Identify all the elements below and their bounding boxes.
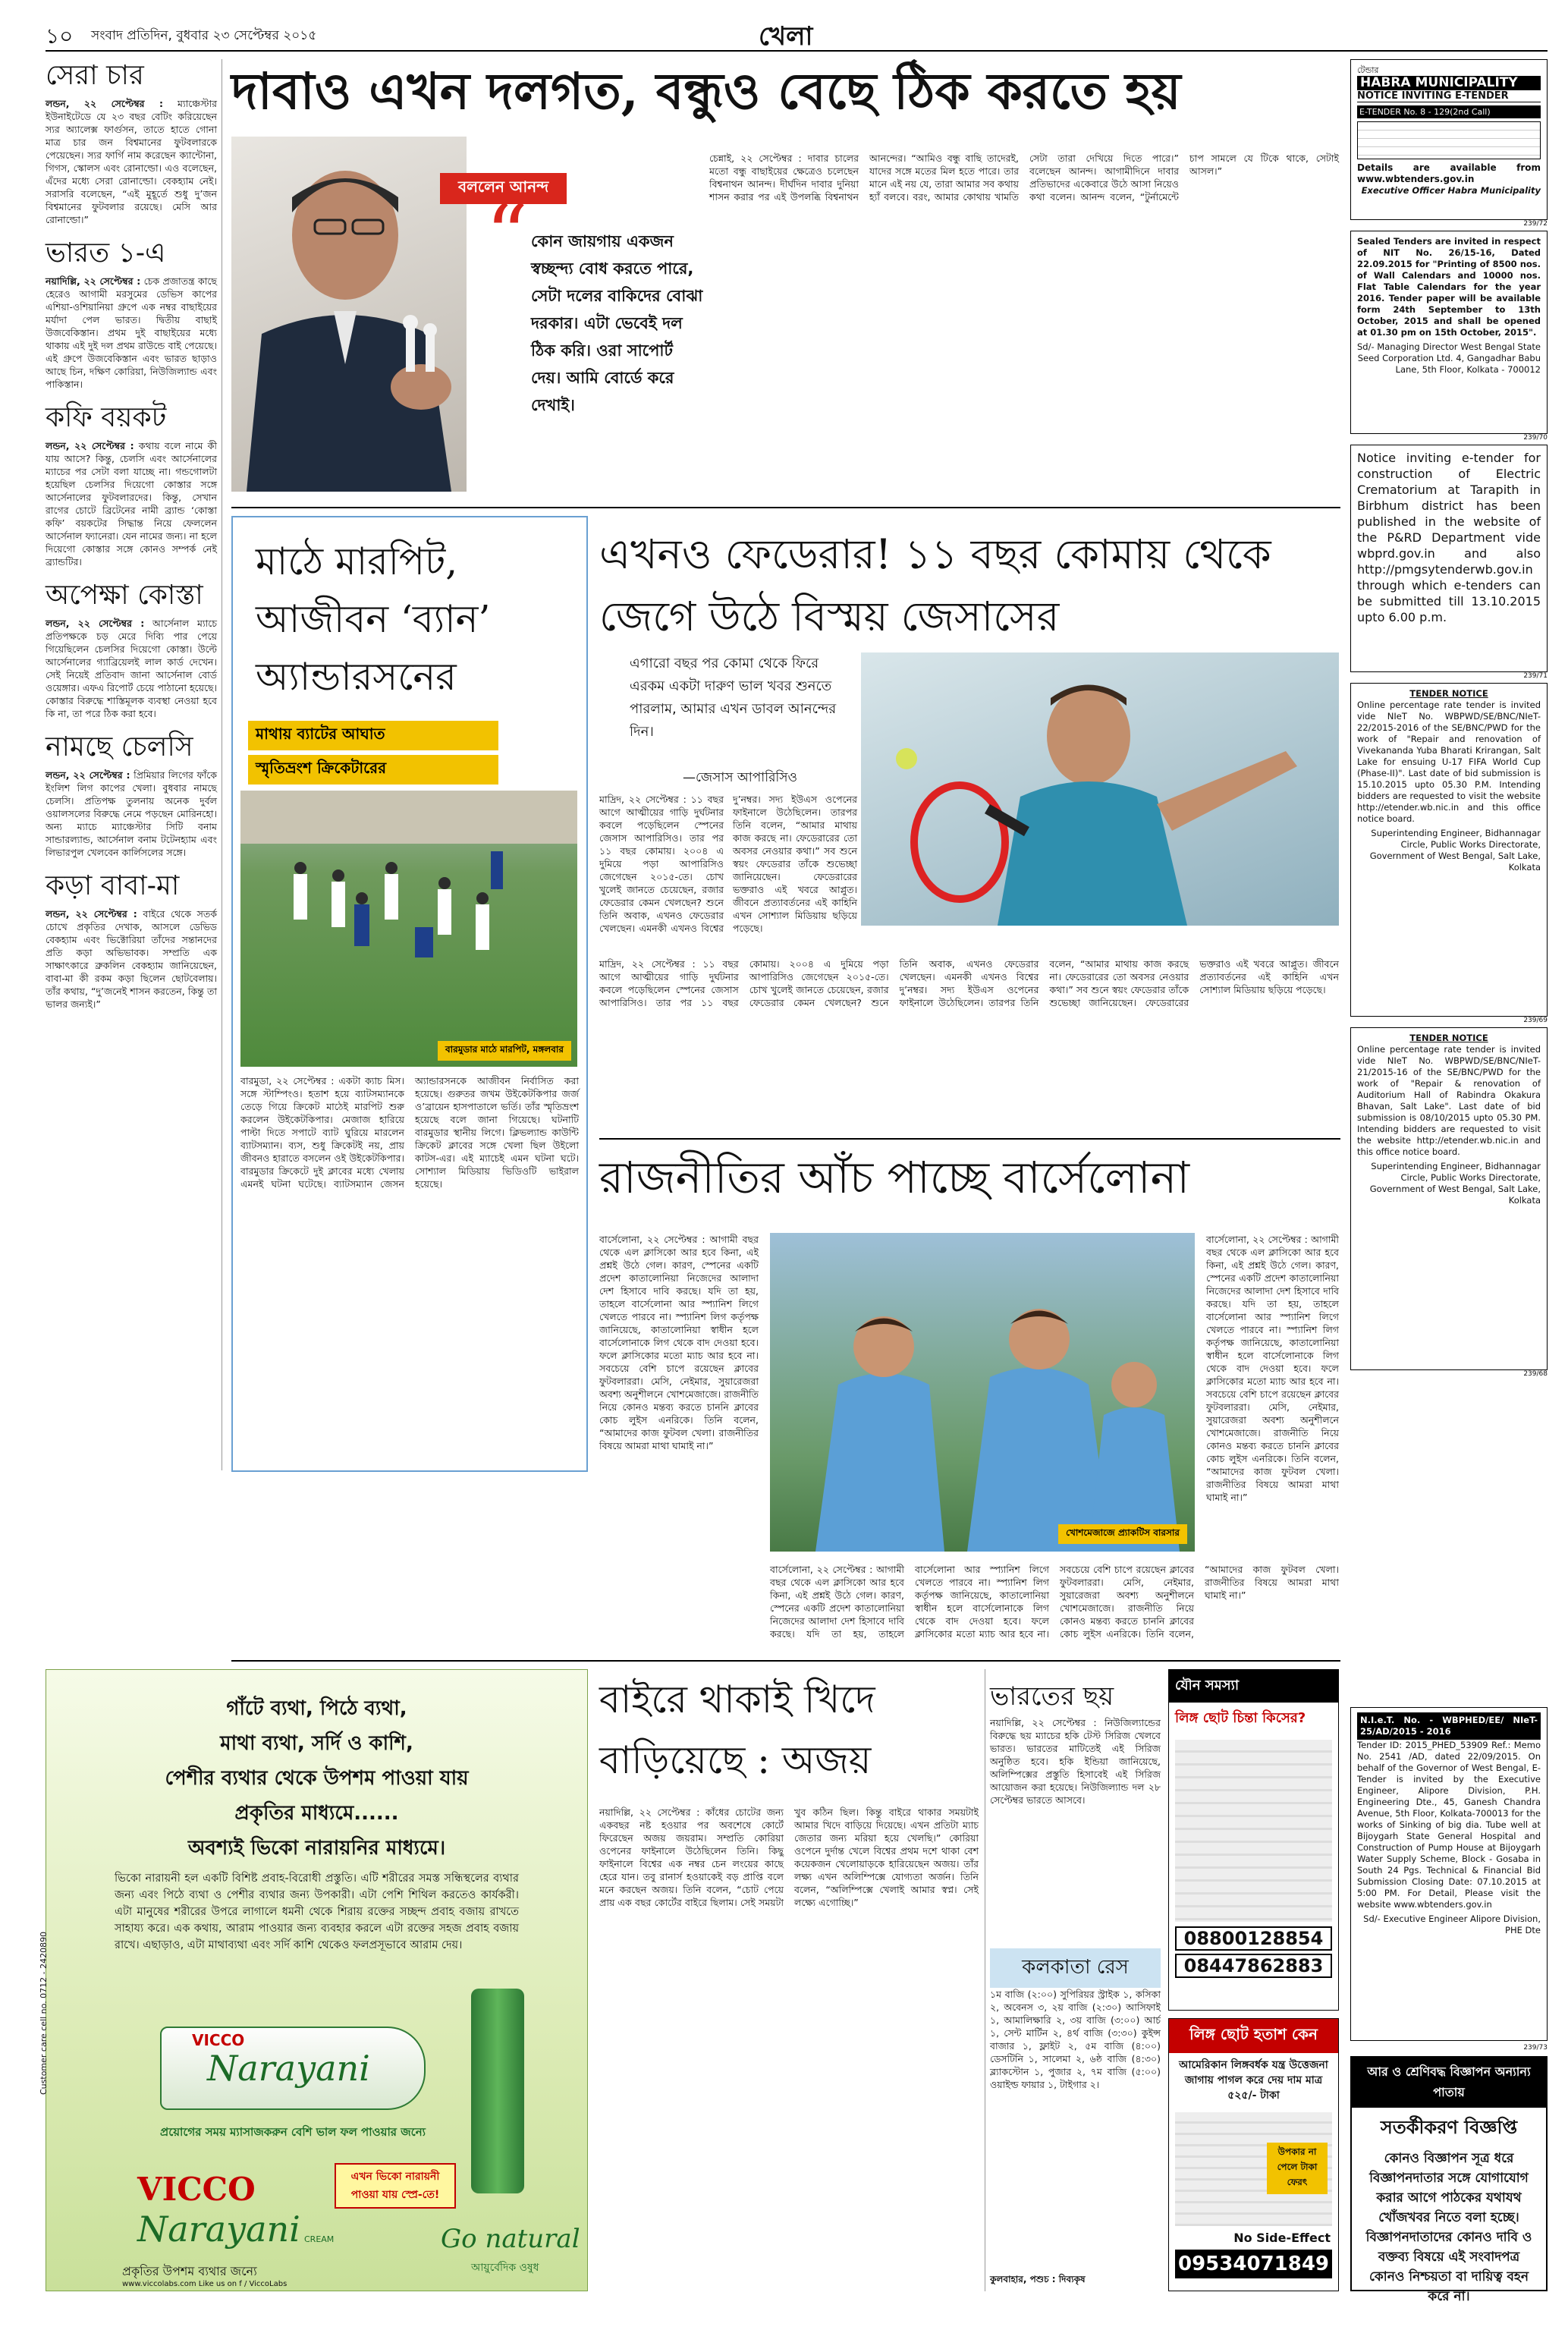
classified-ad-2 xyxy=(1168,2018,1339,2291)
tender-habra-table xyxy=(1357,121,1541,159)
classified-notice xyxy=(1350,2056,1548,2304)
brief-item xyxy=(46,237,217,391)
anand-photo xyxy=(231,137,467,492)
page-number: ১০ xyxy=(46,24,74,49)
classified-ad-1 xyxy=(1168,1669,1339,2011)
brief-body: লন্ডন, ২২ সেপ্টেম্বর : প্রিমিয়ার লিগের ফাঁকে ইংলিশ লিগ কাপের খেলা। বুধবার নামছে চেলসি। প্রতিপক্ষ তুলনায় অনেক দুর্বল ওয়ালসলের বিরুদ্ধে নেমে পড়ছেন মোরিনহো। অন্য ম্যাচে ম্যাঞ্চেস্টার সিটি বনাম সান্ডারল্যান্ড, আর্সেনাল বনাম টটেনহ্যাম এবং লিভারপুল খেলবেন কার্লিসলের সঙ্গে। xyxy=(46,769,217,858)
quote-mark-icon: “ xyxy=(485,187,529,284)
federer-headline: এখনও ফেডেরার! ১১ বছর কোমায় থেকে জেগে উঠে বিস্ময় জেসাসের xyxy=(599,530,1271,640)
paper-date: সংবাদ প্রতিদিন, বুধবার ২৩ সেপ্টেম্বর ২০১৫ xyxy=(91,28,317,43)
classified-1-sub: লিঙ্গ ছোট চিন্তা কিসের? xyxy=(1175,1710,1306,1726)
classified-2-art xyxy=(1175,2112,1332,2226)
vicco-advertisement xyxy=(39,1669,588,2291)
brief-body: নয়াদিল্লি, ২২ সেপ্টেম্বর : চেক প্রজাতন্ত্র কাছে হেরেও আগামী মরসুমের ডেভিস কাপের এশিয়া-ওশিয়ানিয়া গ্রুপে এক নম্বর বাছাইয়ের মর্যাদা পেল ভারত। দ্বিতীয় বাছাই উজবেকিস্তান। প্রথম দুই বাছাইয়ের মধ্যে থাকায় এই দুই দল প্রথম রাউন্ডে বাই পেয়েছে। এই গ্রুপে উজবেকিস্তান এবং ভারত ছাড়াও আছে চিন, দক্ষিণ কোরিয়া, নিউজিল্যান্ড এবং পাকিস্তান। xyxy=(46,275,217,390)
lead-pullquote: কোন জায়গায় একজন স্বচ্ছন্দ্য বোধ করতে পারে, সেটা দলের বাকিদের বোঝা দরকার। এটা ভেবেই দল ঠিক করি। ওরা সাপোর্ট দেয়। আমি বোর্ডে করে দেখাই। xyxy=(531,232,703,414)
lead-body: চেন্নাই, ২২ সেপ্টেম্বর : দাবার চালের মতো বন্ধু বাছাইয়ের ক্ষেত্রেও চলেছেন বিশ্বনাথন আনন্দ। দীর্ঘদিন দাবার দুনিয়া শাসন করার পর এই উপলব্ধি বিশ্বনাথন আনন্দের। “আমিও বন্ধু বাছি তাদেরই, যাদের সঙ্গে মতের মিল হতে পারে। তার মানে এই নয় যে, তারা আমার সব কথায় হ্যাঁ বলবে। বরং, আমার কোথায় খামতি সেটা তারা দেখিয়ে দিতে পারে।” বলেছেন আনন্দ। আগামীদিনে দাবার প্রতিভাদের একেবারে উঠে আসা নিয়েও কথা বলেন। আনন্দ বলেন, “টুর্নামেন্টে চাপ সামলে যে টিকে থাকে, সেটাই আসল।” xyxy=(709,153,1339,203)
india-six-headline: ভারতের ছয় xyxy=(990,1681,1114,1712)
federer-body-cont: মাদ্রিদ, ২২ সেপ্টেম্বর : ১১ বছর আগে আত্মীয়ের গাড়ি দুর্ঘটনার কবলে পড়েছিলেন স্পেনের জেসাস আপারিসিও। তার পর ১১ বছর কোমায়। ২০০৪ এ দুমিয়ে পড়া আপারিসিও জেগেছেন ২০১৫-তে। চোখ খুলেই জানতে চেয়েছেন, রজার ফেডেরার কেমন খেলছেন? শুনে তিনি অবাক, এখনও ফেডেরার খেলছেন। এমনকী এখনও বিশ্বের দু’নম্বর। সদ্য ইউএস ওপেনের ফাইনালে উঠেছিলেন। তারপর তিনি বলেন, “আমার মাথায় কাজ করছে না। ফেডেরারের তো অবসর নেওয়ার কথা।” সব শুনে স্বয়ং ফেডেরার তাঁকে শুভেচ্ছা জানিয়েছেন। ফেডেরারের ভক্তরাও এই খবরে আপ্লুত। জীবনে প্রত্যাবর্তনের এই কাহিনি এখন সোশ্যাল মিডিয়ায় ছড়িয়ে পড়েছে। xyxy=(599,958,1339,1008)
vicco-spray-can xyxy=(471,1989,524,2193)
brief-item xyxy=(46,731,217,859)
federer-photo xyxy=(861,652,1339,926)
brief-title: কফি বয়কট xyxy=(46,402,167,433)
brief-body: লন্ডন, ২২ সেপ্টেম্বর : আর্সেনাল ম্যাচে প্রতিপক্ষকে চড় মেরে দিব্যি পার পেয়ে গিয়েছিলেন চেলসির দিয়েগো কোস্তা। উল্টে আর্সেনালের গ্যাব্রিয়েলই লাল কার্ড দেখেন। সেই নিয়েই প্রতিবাদ জানা আর্সেনাল বোর্ড ওয়েঙ্গার। এফএ রিপোর্ট চেয়ে পাঠানো হয়েছে। কোস্তার বিরুদ্ধে শাস্তিমূলক ব্যবস্থা নেওয়া হবে কি না, তা পরে ঠিক করা হবে। xyxy=(46,618,218,719)
cricket-photo xyxy=(240,791,577,1067)
brief-body: লন্ডন, ২২ সেপ্টেম্বর : ম্যাঞ্চেস্টার ইউনাইটেডে যে ২৩ বছর বেটিং করিয়েছেন স্যর অ্যালেক্স ফার্গুসন, তাতে হাতে গোনা মাত্র চার জন বিশ্বমানের ফুটবলারকে পেয়েছেন। স্যর ফার্গি নাম করেছেন ক্যান্টোনা, গিগস, স্কোলস এবং রোনাল্ডো। এও বলেছেন, এঁদের মধ্যে সেরা রোনাল্ডো। বেকহ্যাম নেই। সরাসরি বলেছেন, “এই মুহূর্তে শুধু দু’জন বিশ্বমানের ফুটবলার রয়েছে। মেসি আর রোনাল্ডো।” xyxy=(46,98,217,225)
vicco-tagline: প্রকৃতির উপশম ব্যথার জন্যে xyxy=(122,2264,257,2278)
brief-title: কড়া বাবা-মা xyxy=(46,870,180,901)
barca-headline: রাজনীতির আঁচ পাচ্ছে বার্সেলোনা xyxy=(599,1152,1190,1203)
vicco-tube-product: Narayani xyxy=(207,2048,370,2089)
ajay-headline: বাইরে থাকাই খিদে বাড়িয়েছে : অজয় xyxy=(599,1678,875,1782)
classified-1-phone-2: 08447862883 xyxy=(1175,1954,1332,1978)
vicco-spray-tag: এখন ভিকো নারায়নী পাওয়া যায় স্প্রে-তে! xyxy=(335,2163,456,2209)
vicco-customer-care: Customer care cell no. 0712 - 2420890 xyxy=(39,1931,49,2095)
brief-title: অপেক্ষা কোস্তা xyxy=(46,580,203,611)
federer-tennis-figure xyxy=(861,652,1339,926)
refund-badge: উপকার না পেলে টাকা ফেরৎ xyxy=(1267,2143,1328,2194)
tender-habra: টেন্ডার HABRA MUNICIPALITY NOTICE INVITING E-TENDER E-TENDER No. 8 - 129(2nd Call) Details are available from www.wbtenders.gov.in Executive Officer Habra Municipality xyxy=(1350,59,1548,220)
barca-photo-caption: খোশমেজাজে প্র্যাকটিস বারসার xyxy=(1058,1524,1187,1544)
masthead xyxy=(46,15,1548,52)
federer-quote: এগারো বছর পর কোমা থেকে ফিরে এরকম একটা দারুণ ভাল খবর শুনতে পারলাম, আমার এখন ডাবল আনন্দের দিন। xyxy=(630,656,837,740)
lead-headline: দাবাও এখন দলগত, বন্ধুও বেছে ঠিক করতে হয় xyxy=(231,61,1181,121)
cricket-headline: মাঠে মারপিট, আজীবন ‘ব্যান’ অ্যান্ডারসনের xyxy=(256,539,491,699)
barca-body: বার্সেলোনা, ২২ সেপ্টেম্বর : আগামী বছর থেকে এল ক্লাসিকো আর হবে কিনা, এই প্রশ্নই উঠে গেল। কারণ, স্পেনের একটি প্রদেশ কাতালোনিয়া নিজেদের আলাদা দেশ হিসাবে দাবি করছে। যদি তা হয়, তাহলে বার্সেলোনা আর স্প্যানিশ লিগে খেলতে পারবে না। স্প্যানিশ লিগ কর্তৃপক্ষ জানিয়েছে, কাতালোনিয়া স্বাধীন হলে বার্সেলোনাকে লিগ থেকে বাদ দেওয়া হবে। ফলে ক্লাসিকোর মতো ম্যাচ আর হবে না। সবচেয়ে বেশি চাপে রয়েছেন ক্লাবের ফুটবলাররা। মেসি, নেইমার, সুয়ারেজরা অবশ্য অনুশীলনে খোশমেজাজে। রাজনীতি নিয়ে কোনও মন্তব্য করতে চাননি ক্লাবের কোচ লুইস এনরিকে। তিনি বলেন, “আমাদের কাজ ফুটবল খেলা। রাজনীতির বিষয়ে আমরা মাথা ঘামাই না।” xyxy=(599,1234,759,1451)
brief-title: নামছে চেলসি xyxy=(46,731,193,763)
federer-quote-by: —জেসাস আপারিসিও xyxy=(683,770,798,785)
vicco-logo-product: Narayani xyxy=(137,2209,300,2250)
classified-1-head: যৌন সমস্যা xyxy=(1169,1670,1338,1703)
barca-body-bottom: বার্সেলোনা, ২২ সেপ্টেম্বর : আগামী বছর থেকে এল ক্লাসিকো আর হবে কিনা, এই প্রশ্নই উঠে গেল। কারণ, স্পেনের একটি প্রদেশ কাতালোনিয়া নিজেদের আলাদা দেশ হিসাবে দাবি করছে। যদি তা হয়, তাহলে বার্সেলোনা আর স্প্যানিশ লিগে খেলতে পারবে না। স্প্যানিশ লিগ কর্তৃপক্ষ জানিয়েছে, কাতালোনিয়া স্বাধীন হলে বার্সেলোনাকে লিগ থেকে বাদ দেওয়া হবে। ফলে ক্লাসিকোর মতো ম্যাচ আর হবে না। সবচেয়ে বেশি চাপে রয়েছেন ক্লাবের ফুটবলাররা। মেসি, নেইমার, সুয়ারেজরা অবশ্য অনুশীলনে খোশমেজাজে। রাজনীতি নিয়ে কোনও মন্তব্য করতে চাননি ক্লাবের কোচ লুইস এনরিকে। তিনি বলেন, “আমাদের কাজ ফুটবল খেলা। রাজনীতির বিষয়ে আমরা মাথা ঘামাই না।” xyxy=(770,1564,1339,1640)
brief-title: ভারত ১-এ xyxy=(46,237,166,269)
tender-seed-corp: Sealed Tenders are invited in respect of NIT No. 26/15-16, Dated 22.09.2015 for "Printing of 8500 nos. of Wall Calendars and 10000 nos. Flat Table Calendars for the year 2016. Tender paper will be available form 24th September to 13th October, 2015 and shall be opened at 01.30 pm on 15th October, 2015". Sd/- Managing Director West Bengal State Seed Corporation Ltd. 4, Gangadhar Babu Lane, 5th Floor, Kolkata - 700012 xyxy=(1350,231,1548,434)
vicco-logo: VICCO xyxy=(137,2171,256,2208)
vicco-strip: প্রয়োগের সময় ম্যাসাজকরুন বেশি ভাল ফল পাওয়ার জন্যে xyxy=(160,2125,426,2139)
races-tip: কুলবাহার, পশুচ : দিব্যকৃষ xyxy=(990,2274,1086,2284)
brief-body: লন্ডন, ২২ সেপ্টেম্বর : কথায় বলে নামে কী যায় আসে? কিন্তু, চেলসি এবং আর্সেনালের ম্যাচের পর সেটা বলা যাচ্ছে না। গন্ডগোলটা হয়েছিল চেলসির দিয়েগো কোস্তার সঙ্গে আর্সেনালের ফুটবলারদের। কিন্তু, সেখান রাগের চোটে ব্রিটেনের নামী ব্র্যান্ড ‘কোস্তা কফি’ বয়কটের সিদ্ধান্ত নিয়ে ফেললেন আর্সেনাল ফ্যানেরা। যেন নামের জন্য। না হলে দিয়েগো কোস্তার সঙ্গে কোনও সম্পর্ক নেই ব্র্যান্ডটির। xyxy=(46,440,217,568)
vicco-body: ভিকো নারায়নী হল একটি বিশিষ্ট প্রবাহ-বিরোধী প্রস্তুতি। এটি শরীরের সমস্ত সন্ধিস্থলের ব্যথার জন্য এবং পিঠে ব্যথা ও পেশীর ব্যথার জন্য উপকারী। এটা পেশি শিথিল করতেও কার্যকরী। এটা মানুষের শরীরের উপরে লাগালে ধমনী থেকে শিরায় রক্তের সচ্ছন্দ প্রবাহ বজায় রাখতে সাহায্য করে। এক কথায়, আরাম পাওয়ার জন্য ব্যবহার করলে এটা রক্তের সহজ প্রবাহ বজায় রাখে। এছাড়াও, এটা মাথাব্যথা এবং সর্দি কাশি থেকেও ফলপ্রসূভাবে আরাম দেয়। xyxy=(115,1872,520,1951)
tender-notice-fifa: TENDER NOTICE Online percentage rate tender is invited vide NIeT No. WBPWD/SE/BNC/NIeT-22/2015-2016 of the SE/BNC/PWD for the work of "Repair and renovation of Vivekananda Yuba Bharati Krirangan, Salt Lake for ensuing U-17 FIFA World Cup (Phase-II)". Last date of bid submission is 15.10.2015 upto 05.30 P.M. Intending bidders are requested to visit the website http://etender.wb.nic.in and this office notice board. Superintending Engineer, Bidhannagar Circle, Public Works Directorate, Government of West Bengal, Salt Lake, Kolkata xyxy=(1350,683,1548,1017)
notice-title: সতর্কীকরণ বিজ্ঞপ্তি xyxy=(1380,2117,1518,2138)
vicco-cream: CREAM xyxy=(304,2234,335,2244)
classified-2-phone: 09534071849 xyxy=(1175,2250,1332,2278)
brief-item xyxy=(46,59,217,226)
anand-portrait-figure xyxy=(231,137,467,492)
barca-body-right: বার্সেলোনা, ২২ সেপ্টেম্বর : আগামী বছর থেকে এল ক্লাসিকো আর হবে কিনা, এই প্রশ্নই উঠে গেল। কারণ, স্পেনের একটি প্রদেশ কাতালোনিয়া নিজেদের আলাদা দেশ হিসাবে দাবি করছে। যদি তা হয়, তাহলে বার্সেলোনা আর স্প্যানিশ লিগে খেলতে পারবে না। স্প্যানিশ লিগ কর্তৃপক্ষ জানিয়েছে, কাতালোনিয়া স্বাধীন হলে বার্সেলোনাকে লিগ থেকে বাদ দেওয়া হবে। ফলে ক্লাসিকোর মতো ম্যাচ আর হবে না। সবচেয়ে বেশি চাপে রয়েছেন ক্লাবের ফুটবলাররা। মেসি, নেইমার, সুয়ারেজরা অবশ্য অনুশীলনে খোশমেজাজে। রাজনীতি নিয়ে কোনও মন্তব্য করতে চাননি ক্লাবের কোচ লুইস এনরিকে। তিনি বলেন, “আমাদের কাজ ফুটবল খেলা। রাজনীতির বিষয়ে আমরা মাথা ঘামাই না।” xyxy=(1206,1234,1339,1503)
section-title: খেলা xyxy=(759,21,813,52)
india-six-body: নয়াদিল্লি, ২২ সেপ্টেম্বর : নিউজিল্যান্ডের বিরুদ্ধে ছয় ম্যাচের হকি টেস্ট সিরিজ খেলবে ভারত। ভারতের মাটিতেই এই সিরিজ অনুষ্ঠিত হবে। হকি ইন্ডিয়া জানিয়েছে, অলিম্পিক্সের প্রস্তুতি হিসাবেই এই সিরিজ আয়োজন করা হয়েছে। নিউজিল্যান্ড দল ২৮ সেপ্টেম্বর ভারতে আসবে। xyxy=(990,1717,1161,1806)
classified-2-note: No Side-Effect xyxy=(1233,2231,1331,2245)
vicco-web: www.viccolabs.com Like us on f / ViccoLabs xyxy=(122,2280,288,2288)
cricket-body: বারমুডা, ২২ সেপ্টেম্বর : একটা ক্যাচ মিস। সঙ্গে স্টাম্পিংও। হতাশ হয়ে ব্যাটসম্যানকে তেড়ে গিয়ে ক্রিকেট মাঠেই মারপিট শুরু করলেন উইকেটকিপার। মেজাজ হারিয়ে পাল্টা দিতে সপাটে ব্যাট ঘুরিয়ে মারলেন ব্যাটসম্যান। ব্যস, শুধু ক্রিকেটই নয়, প্রায় জীবনও হারাতে বসলেন ওই উইকেটকিপার। বারমুডার ক্রিকেটে দুই ক্লাবের মধ্যে খেলায় এমনই ঘটনা ঘটেছে। ব্যাটসম্যান জেসন অ্যান্ডারসনকে আজীবন নির্বাসিত করা হয়েছে। গুরুতর জখম উইকেটকিপার জর্জ ও’ব্রায়েন হাসপাতালে ভর্তি। তাঁর স্মৃতিভ্রংশ হয়েছে বলে জানা গিয়েছে। ঘটনাটি বারমুডার স্থানীয় লিগে। ক্লিভল্যান্ড কাউন্টি ক্রিকেট ক্লাবের সঙ্গে খেলা ছিল উইলো কাটস-এর। এই ম্যাচেই এমন ঘটনা ঘটে। সোশ্যাল মিডিয়ায় ভিডিওটি ভাইরাল হয়েছে। xyxy=(240,1075,579,1190)
brief-body: লন্ডন, ২২ সেপ্টেম্বর : বাইরে থেকে সতর্ক চোখে প্রকৃতির দেখাক, আসলে ডেভিড বেকহ্যাম এবং ভিক্টোরিয়া তাঁদের সন্তানদের প্রতি কড়া অভিভাবক। সম্প্রতি এক সাক্ষাৎকারে ব্রুকলিন বেকহ্যাম জানিয়েছেন, বাবা-মা কী রকম কড়া ছিলেন ছোটবেলায়। তাঁর কথায়, “দু’জনেই শাসন করতেন, কিন্তু তা ভালর জন্যই।” xyxy=(46,908,217,1010)
cricket-subhead-1: মাথায় ব্যাটের আঘাত xyxy=(248,721,498,750)
tender-crematorium: Notice inviting e-tender for construction of Electric Crematorium at Tarapith in Birbhum district has been published in the website of the P&RD Department vide wbprd.gov.in and also http://pmgsytenderwb.gov.in through which e-tenders can be submitted till 13.10.2015 upto 6.00 p.m. xyxy=(1350,445,1548,672)
brief-item xyxy=(46,401,217,568)
tender-notice-auditorium: TENDER NOTICE Online percentage rate tender is invited vide NIeT No. WBPWD/SE/BNC/NIeT-21/2015-16 of the SE/BNC/PWD for the work of "Repair & renovation of Auditorium Hall of Rabindra Okakura Bhavan, Salt Lake". Last date of bid submission is 08/10/2015 upto 05.30 PM. Intending bidders are requested to visit the website http://etender.wb.nic.in and this office notice board. Superintending Engineer, Bidhannagar Circle, Public Works Directorate, Government of West Bengal, Salt Lake, Kolkata xyxy=(1350,1027,1548,1370)
classified-2-head: লিঙ্গ ছোট হতাশ কেন xyxy=(1169,2019,1338,2053)
tender-phed: N.I.e.T. No. - WBPHED/EE/ NIeT-25/AD/2015 - 2016 Tender ID: 2015_PHED_53909 Ref.: Memo No. 2541 /AD, dated 22/09/2015. On behalf of the Governor of West Bengal, E-Tender is invited by the Executive Engineer, Alipore Division, P.H. Engineering Dte., 45, Ganesh Chandra Avenue, 5th Floor, Kolkata-700013 for the works of Sinking of big dia. Tube well at Bijoygarh State General Hospital and Construction of Pump House at Bijoygarh Water Supply Scheme, Block - Gosaba in South 24 Pgs. Technical & Financial Bid Submission Closing Date: 07.10.2015 at 5:00 PM. For Detail, Please visit the website www.wbtenders.gov.in Sd/- Executive Engineer Alipore Division, PHE Dte xyxy=(1350,1707,1548,2041)
vicco-tube-brand: VICCO xyxy=(192,2031,245,2049)
classified-1-phone-1: 08800128854 xyxy=(1175,1926,1332,1951)
brief-item xyxy=(46,579,217,720)
notice-head: আর ও শ্রেণিবদ্ধ বিজ্ঞাপন অন্যান্য পাতায় xyxy=(1352,2058,1546,2108)
classified-2-sub: আমেরিকান লিঙ্গবর্ধক যন্ত্র উত্তেজনা জাগায় পাগল করে দেয় দাম মাত্র ৫২৫/- টাকা xyxy=(1179,2059,1328,2102)
vicco-headline: গাঁটে ব্যথা, পিঠে ব্যথা, মাথা ব্যথা, সর্দি ও কাশি, পেশীর ব্যথার থেকে উপশম পাওয়া যায় প্রকৃতির মাধ্যমে...... অবশ্যই ভিকো নারায়নির মাধ্যমে। xyxy=(165,1697,469,1860)
tender-column: টেন্ডার HABRA MUNICIPALITY NOTICE INVITING E-TENDER E-TENDER No. 8 - 129(2nd Call) Details are available from www.wbtenders.gov.in Executive Officer Habra Municipality 239/72 Sealed Tenders are invited in respect of NIT No. 26/15-16, Dated 22.09.2015 for "Printing of 8500 nos. of Wall Calendars and 10000 nos. Flat Table Calendars for the year 2016. Tender paper will be available form 24th September to 13th October, 2015 and shall be opened at 01.30 pm on 15th October, 2015". Sd/- Managing Director West Bengal State Seed Corporation Ltd. 4, Gangadhar Babu Lane, 5th Floor, Kolkata - 700012 239/70 Notice inviting e-tender for construction of Electric Crematorium at Tarapith in Birbhum district has been published in the website of the P&RD Department vide wbprd.gov.in and also http://pmgsytenderwb.gov.in through which e-tenders can be submitted till 13.10.2015 upto 6.00 p.m. 239/71 TENDER NOTICE Online percentage rate tender is invited vide NIeT No. WBPWD/SE/BNC/NIeT-22/2015-2016 of the SE/BNC/PWD for the work of "Repair and renovation of Vivekananda Yuba Bharati Krirangan, Salt Lake for ensuing U-17 FIFA World Cup (Phase-II)". Last date of bid submission is 15.10.2015 upto 05.30 P.M. Intending bidders are requested to visit the website http://etender.wb.nic.in and this office notice board. Superintending Engineer, Bidhannagar Circle, Public Works Directorate, Government of West Bengal, Salt Lake, Kolkata 239/69 TENDER NOTICE Online percentage rate tender is invited vide NIeT No. WBPWD/SE/BNC/NIeT-21/2015-16 of the SE/BNC/PWD for the work of "Repair & renovation of Auditorium Hall of Rabindra Okakura Bhavan, Salt Lake". Last date of bid submission is 08/10/2015 upto 05.30 PM. Intending bidders are requested to visit the website http://etender.wb.nic.in and this office notice board. Superintending Engineer, Bidhannagar Circle, Public Works Directorate, Government of West Bengal, Salt Lake, Kolkata 239/68 xyxy=(1350,59,1548,1690)
barca-players-figures xyxy=(770,1233,1195,1552)
classified-1-art xyxy=(1175,1740,1332,1922)
cricket-photo-caption: বারমুডার মাঠে মারপিট, মঙ্গলবার xyxy=(438,1041,571,1061)
cricket-brawl-figures xyxy=(240,791,577,1067)
races-body: ১ম বাজি (২:০০) সুপিরিয়র স্ট্রাইক ১, কসিকা ২, অবেনস ৩, ২য় বাজি (২:৩০) আসিফাই ১, আমালিক্ষারি ২, ৩য় বাজি (৩:০০) আর্চ ১, সেন্ট মার্টিন ২, ৪র্থ বাজি (৩:৩০) কুইন্স বাজার ১, ফ্লাইট ২, ৫ম বাজি (৪:০০) ডেসটিনি ১, সালেমা ২, ৬ষ্ঠ বাজি (৪:৩০) ব্ল্যাকস্টোন ১, পুজার ২, ৭ম বাজি (৫:০০) ওয়াইল্ড ফায়ার ১, টাইগার ২। xyxy=(990,1989,1161,2090)
races-title: কলকাতা রেস xyxy=(990,1948,1161,1988)
brief-item xyxy=(46,869,217,1011)
briefs-column xyxy=(46,59,217,1470)
cricket-subhead-2: স্মৃতিভ্রংশ ক্রিকেটারের xyxy=(248,755,498,785)
go-natural-logo: Go natural xyxy=(441,2224,580,2254)
lead-kicker: বললেন আনন্দ xyxy=(440,173,567,204)
federer-body: মাদ্রিদ, ২২ সেপ্টেম্বর : ১১ বছর আগে আত্মীয়ের গাড়ি দুর্ঘটনার কবলে পড়েছিলেন স্পেনের জেসাস আপারিসিও। তার পর ১১ বছর কোমায়। ২০০৪ এ দুমিয়ে পড়া আপারিসিও জেগেছেন ২০১৫-তে। চোখ খুলেই জানতে চেয়েছেন, রজার ফেডেরার কেমন খেলছেন? শুনে তিনি অবাক, এখনও ফেডেরার খেলছেন। এমনকী এখনও বিশ্বের দু’নম্বর। সদ্য ইউএস ওপেনের ফাইনালে উঠেছিলেন। তারপর তিনি বলেন, “আমার মাথায় কাজ করছে না। ফেডেরারের তো অবসর নেওয়ার কথা।” সব শুনে স্বয়ং ফেডেরার তাঁকে শুভেচ্ছা জানিয়েছেন। ফেডেরারের ভক্তরাও এই খবরে আপ্লুত। জীবনে প্রত্যাবর্তনের এই কাহিনি এখন সোশ্যাল মিডিয়ায় ছড়িয়ে পড়েছে। xyxy=(599,794,857,934)
brief-title: সেরা চার xyxy=(46,60,144,91)
notice-body: কোনও বিজ্ঞাপন সূত্র ধরে বিজ্ঞাপনদাতার সঙ্গে যোগাযোগ করার আগে পাঠকের যথাযথ খোঁজখবর নিতে বলা হচ্ছে। বিজ্ঞাপনদাতাদের কোনও দাবি ও বক্তব্য বিষয়ে এই সংবাদপত্র কোনও নিশ্চয়তা বা দায়িত্ব বহন করে না। xyxy=(1365,2151,1532,2304)
cricket-story-box xyxy=(231,516,588,1472)
vicco-tube xyxy=(160,2027,426,2110)
go-natural-ayur: আয়ুর্বেদিক ওষুধ xyxy=(471,2262,539,2274)
barca-photo xyxy=(770,1233,1195,1552)
ajay-body: নয়াদিল্লি, ২২ সেপ্টেম্বর : কাঁধের চোটের জন্য একবছর নষ্ট হওয়ার পর অবশেষে কোর্টে ফিরেছেন অজয় জয়রাম। সম্প্রতি কোরিয়া ওপেনের ফাইনালে উঠেছিলেন তিনি। কিছু ফাইনালে বিশ্বের এক নম্বর চেন লংয়ের কাছে হেরে যান। তবু রানার্স হওয়াকেই বড় প্রাপ্তি বলে মনে করছেন অজয়। তিনি বলেন, “চোট পেয়ে প্রায় এক বছর কোর্টের বাইরে ছিলাম। সেই সময়টা খুব কঠিন ছিল। কিন্তু বাইরে থাকার সময়টাই আমার খিদে বাড়িয়ে দিয়েছে। এখন প্রতিটা ম্যাচ জেতার জন্য মরিয়া হয়ে খেলছি।” কোরিয়া ওপেনে দুর্দান্ত খেলে বিশ্বের প্রথম দশে থাকা বেশ কয়েকজন খেলোয়াড়কে হারিয়েছেন অজয়। তাঁর লক্ষ্য এখন অলিম্পিক্সে যোগ্যতা অর্জন। তিনি বলেন, “অলিম্পিক্সে খেলাই আমার স্বপ্ন। সেই লক্ষ্যে এগোচ্ছি।” xyxy=(599,1806,979,1908)
